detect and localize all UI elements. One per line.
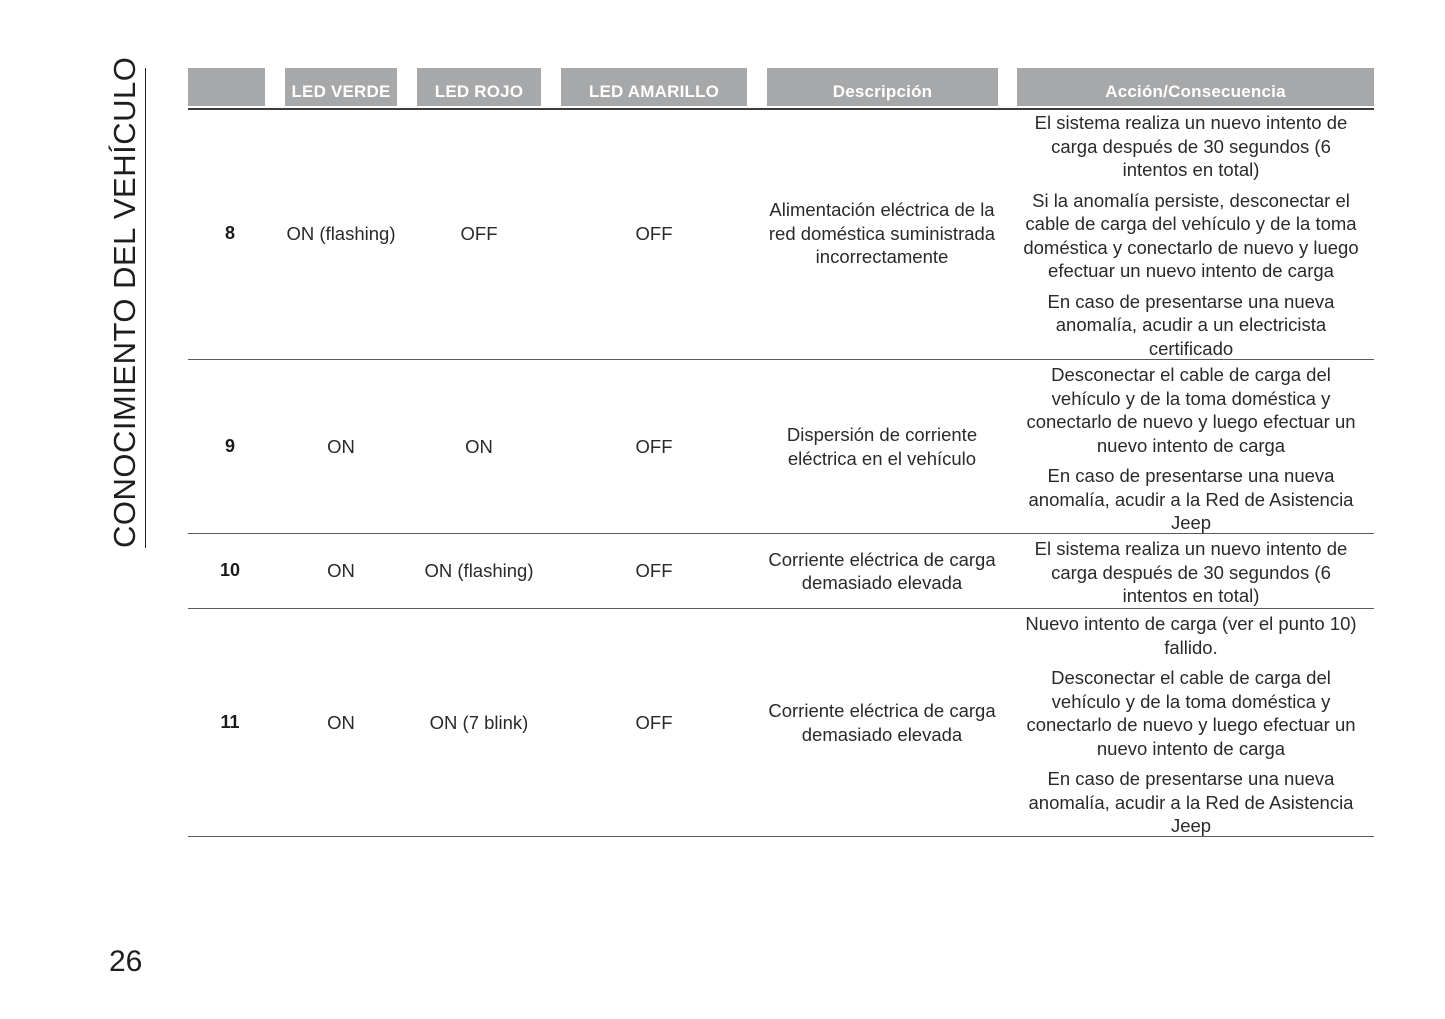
- action-cell: [1020, 360, 1362, 533]
- header-cell-number: [188, 68, 265, 106]
- header-cell-led-rojo: LED ROJO: [417, 68, 541, 106]
- led-amarillo-value: OFF: [635, 560, 673, 582]
- led-verde-value: ON: [327, 560, 355, 582]
- led-rojo-value: ON: [465, 435, 493, 457]
- description-cell: Corriente eléctrica de carga demasiado elevada: [768, 548, 996, 593]
- led-status-table: [188, 68, 1374, 836]
- header-cell-accion: Acción/Consecuencia: [1017, 68, 1374, 106]
- page-number: 26: [109, 945, 143, 978]
- table-row: [188, 534, 1374, 609]
- action-text: En caso de presentarse una nueva anomalía, acudir a la Red de Asistencia Jeep: [1028, 465, 1354, 533]
- action-text: Desconectar el cable de carga del vehículo y de la toma doméstica y conectarlo de nuevo y luego efectuar un nuevo intento de carga: [1026, 667, 1356, 759]
- header-cell-led-verde: LED VERDE: [285, 68, 397, 106]
- action-text: El sistema realiza un nuevo intento de carga después de 30 segundos (6 intentos en total): [1034, 112, 1348, 180]
- led-verde-value: ON (flashing): [286, 222, 396, 244]
- action-text: Si la anomalía persiste, desconectar el cable de carga del vehículo y de la toma doméstica y conectarlo de nuevo y luego efectuar un nuevo intento de carga: [1023, 189, 1359, 281]
- section-title: [104, 56, 146, 548]
- led-verde-value: ON: [327, 711, 355, 733]
- action-cell: [1020, 609, 1362, 836]
- led-amarillo-value: OFF: [635, 435, 673, 457]
- table-header: [188, 68, 1374, 110]
- table-row: [188, 609, 1374, 837]
- action-cell: [1020, 108, 1362, 359]
- section-title-text: CONOCIMIENTO DEL VEHÍCULO: [107, 56, 142, 548]
- action-text: El sistema realiza un nuevo intento de carga después de 30 segundos (6 intentos en total): [1034, 538, 1348, 606]
- row-number: 11: [220, 711, 240, 732]
- action-text: En caso de presentarse una nueva anomalía, acudir a la Red de Asistencia Jeep: [1028, 768, 1354, 836]
- description-cell: Corriente eléctrica de carga demasiado elevada: [768, 700, 996, 745]
- led-rojo-value: OFF: [460, 222, 498, 244]
- row-number: 8: [224, 222, 235, 243]
- section-divider: [145, 68, 146, 548]
- action-text: Desconectar el cable de carga del vehículo y de la toma doméstica y conectarlo de nuevo y luego efectuar un nuevo intento de carga: [1026, 364, 1356, 456]
- header-cell-led-amarillo: LED AMARILLO: [561, 68, 747, 106]
- action-text: En caso de presentarse una nueva anomalía, acudir a un electricista certificado: [1047, 290, 1335, 359]
- table-row: [188, 360, 1374, 534]
- description-cell: Alimentación eléctrica de la red doméstica suministrada incorrectamente: [768, 199, 996, 268]
- row-number: 9: [224, 435, 235, 456]
- led-rojo-value: ON (flashing): [424, 560, 534, 582]
- header-cell-descripcion: Descripción: [767, 68, 998, 106]
- led-verde-value: ON: [327, 435, 355, 457]
- led-amarillo-value: OFF: [635, 711, 673, 733]
- led-amarillo-value: OFF: [635, 222, 673, 244]
- row-number: 10: [219, 560, 241, 581]
- action-text: Nuevo intento de carga (ver el punto 10) fallido.: [1025, 613, 1357, 658]
- table-row: [188, 108, 1374, 360]
- action-cell: [1020, 534, 1362, 608]
- description-cell: Dispersión de corriente eléctrica en el vehículo: [786, 424, 978, 469]
- led-rojo-value: ON (7 blink): [429, 711, 529, 733]
